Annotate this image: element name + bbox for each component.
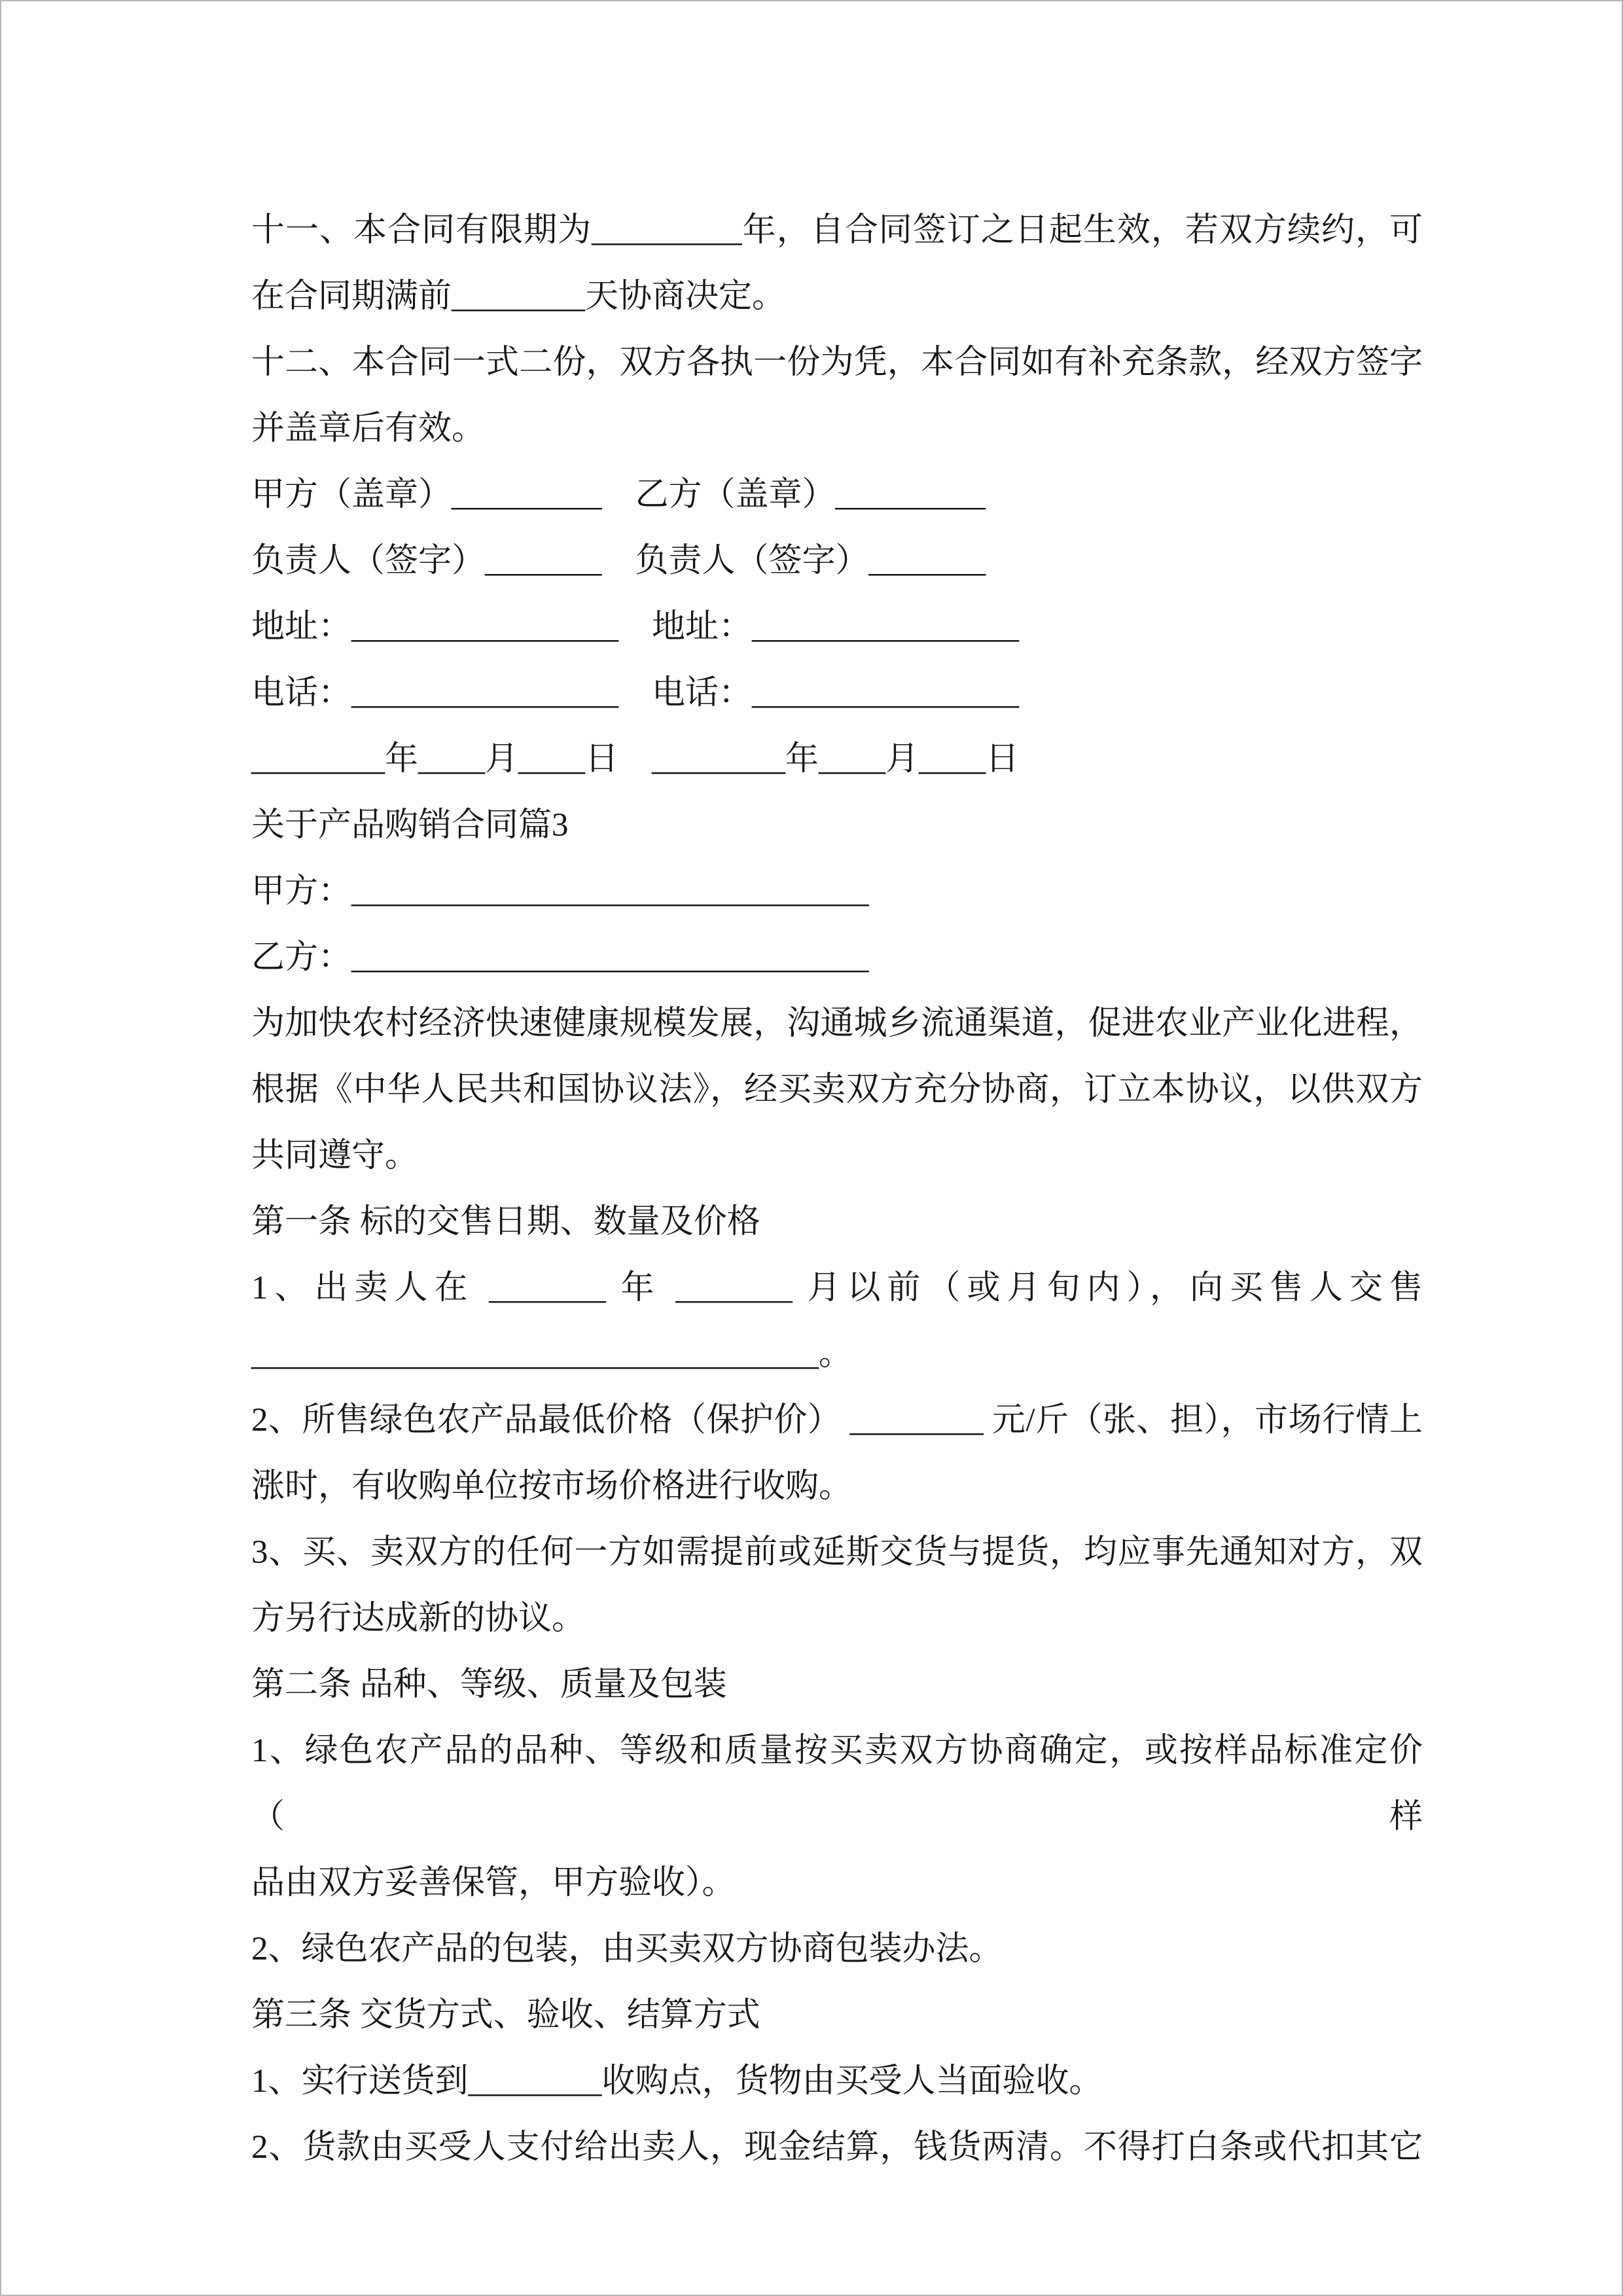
preamble-line-3: 共同遵守。 (251, 1138, 419, 1174)
section-1-item-2-line-2: 涨时，有收购单位按市场价格进行收购。 (251, 1468, 853, 1505)
section-1-item-2-line-1: 2、所售绿色农产品最低价格（保护价） ________ 元/斤（张、担），市场行情上 (251, 1402, 1423, 1439)
section-3-item-2: 2、货款由买受人支付给出卖人，现金结算，钱货两清。不得打白条或代扣其它 (251, 2129, 1423, 2166)
clause-11-line-1: 十一、本合同有限期为_________年，自合同签订之日起生效，若双方续约，可 (251, 212, 1423, 249)
phone-line: 电话：________________ 电话：________________ (251, 675, 1020, 711)
signature-seal-line: 甲方（盖章）_________ 乙方（盖章）_________ (251, 476, 986, 513)
section-1-item-1-line-1: 1、出卖人在 _______ 年 _______ 月以前（或月旬内），向买售人交售 (251, 1270, 1423, 1306)
section-2-heading: 第二条 品种、等级、质量及包装 (251, 1666, 727, 1703)
preamble-line-1: 为加快农村经济快速健康规模发展，沟通城乡流通渠道，促进农业产业化进程， (251, 1005, 1423, 1042)
section-1-item-3-line-1: 3、买、卖双方的任何一方如需提前或延斯交货与提货，均应事先通知对方，双 (251, 1534, 1423, 1571)
section-1-heading: 第一条 标的交售日期、数量及价格 (251, 1204, 760, 1240)
date-line: ________年____月____日 ________年____月____日 (251, 741, 1020, 778)
address-line: 地址：________________ 地址：________________ (251, 609, 1020, 645)
section-1-item-1-line-2: __________________________________。 (251, 1336, 853, 1372)
document-body (251, 198, 1423, 2181)
section-1-item-3-line-2: 方另行达成新的协议。 (251, 1600, 586, 1637)
section-2-item-1-line-2: 品由双方妥善保管，甲方验收）。 (251, 1865, 736, 1901)
clause-12-line-2: 并盖章后有效。 (251, 410, 486, 447)
clause-12-line-1: 十二、本合同一式二份，双方各执一份为凭，本合同如有补充条款，经双方签字 (251, 344, 1423, 381)
preamble-line-2: 根据《中华人民共和国协议法》，经买卖双方充分协商，订立本协议，以供双方 (251, 1071, 1423, 1108)
section-3-item-1: 1、实行送货到________收购点，货物由买受人当面验收。 (251, 2063, 1103, 2100)
section-3-heading: 第三条 交货方式、验收、结算方式 (251, 1997, 760, 2034)
section-2-item-2: 2、绿色农产品的包装，由买卖双方协商包装办法。 (251, 1931, 1003, 1967)
party-b-line: 乙方：_______________________________ (251, 939, 869, 976)
section-2-item-1-line-1: 1、绿色农产品的品种、等级和质量按买卖双方协商确定，或按样品标准定价（样 (251, 1732, 1423, 1835)
signature-signer-line: 负责人（签字）_______ 负责人（签字）_______ (251, 543, 986, 579)
party-a-line: 甲方：_______________________________ (251, 873, 869, 910)
document-subtitle: 关于产品购销合同篇3 (251, 807, 569, 844)
clause-11-line-2: 在合同期满前________天协商决定。 (251, 278, 786, 315)
